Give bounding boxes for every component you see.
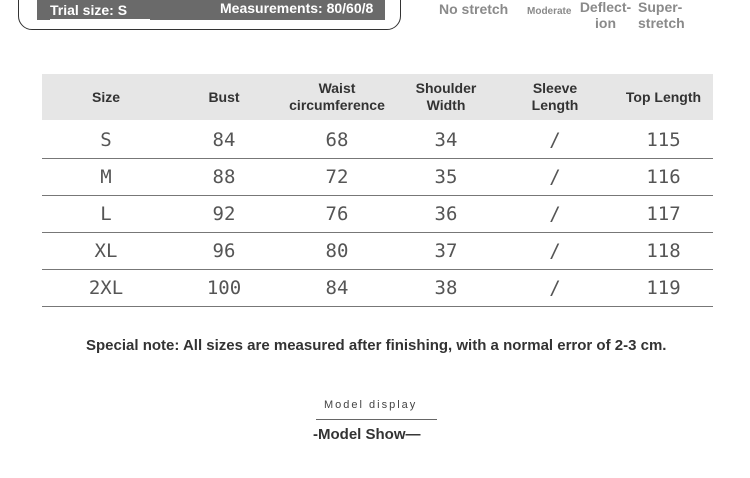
- table-header-row: [42, 74, 713, 120]
- cell-top-length: 119: [614, 270, 713, 307]
- cell-waist: 84: [278, 270, 396, 307]
- cell-waist: 72: [278, 159, 396, 196]
- header-bust: Bust: [170, 74, 278, 120]
- trial-size-underline: [50, 19, 150, 21]
- cell-size: L: [42, 196, 170, 233]
- cell-top-length: 116: [614, 159, 713, 196]
- table-row: [42, 233, 713, 270]
- header-top-length: Top Length: [614, 74, 713, 120]
- cell-waist: 80: [278, 233, 396, 270]
- header-shoulder: Shoulder Width: [396, 74, 496, 120]
- stretch-deflection: Deflect- ion: [579, 0, 632, 31]
- cell-shoulder: 36: [396, 196, 496, 233]
- cell-waist: 68: [278, 122, 396, 159]
- special-note: Special note: All sizes are measured after finishing, with a normal error of 2-3 cm.: [86, 337, 667, 354]
- cell-bust: 100: [170, 270, 278, 307]
- table-row: [42, 196, 713, 233]
- table-row: [42, 270, 713, 307]
- cell-size: S: [42, 122, 170, 159]
- cell-top-length: 115: [614, 122, 713, 159]
- size-chart-table: [42, 74, 713, 307]
- cell-sleeve: /: [496, 270, 614, 307]
- trial-size-label: Trial size: S: [50, 2, 128, 18]
- cell-shoulder: 35: [396, 159, 496, 196]
- cell-bust: 96: [170, 233, 278, 270]
- cell-bust: 84: [170, 122, 278, 159]
- stretch-moderate: Moderate: [527, 6, 572, 17]
- cell-sleeve: /: [496, 196, 614, 233]
- header-sleeve: Sleeve Length: [496, 74, 614, 120]
- model-divider: [316, 419, 437, 420]
- cell-sleeve: /: [496, 233, 614, 270]
- cell-waist: 76: [278, 196, 396, 233]
- cell-size: 2XL: [42, 270, 170, 307]
- table-row: [42, 122, 713, 159]
- cell-size: M: [42, 159, 170, 196]
- cell-sleeve: /: [496, 122, 614, 159]
- cell-shoulder: 37: [396, 233, 496, 270]
- cell-sleeve: /: [496, 159, 614, 196]
- table-row: [42, 159, 713, 196]
- measurements-label: Measurements: 80/60/8: [220, 0, 374, 16]
- header-waist: Waist circumference: [278, 74, 396, 120]
- stretch-super-stretch: Super- stretch: [638, 0, 685, 31]
- cell-bust: 88: [170, 159, 278, 196]
- cell-shoulder: 34: [396, 122, 496, 159]
- stretch-no-stretch: No stretch: [439, 1, 509, 17]
- cell-size: XL: [42, 233, 170, 270]
- cell-shoulder: 38: [396, 270, 496, 307]
- cell-bust: 92: [170, 196, 278, 233]
- header-size: Size: [42, 74, 170, 120]
- cell-top-length: 118: [614, 233, 713, 270]
- model-display-label: Model display: [324, 399, 418, 411]
- model-show-heading: -Model Show—: [313, 426, 421, 443]
- cell-top-length: 117: [614, 196, 713, 233]
